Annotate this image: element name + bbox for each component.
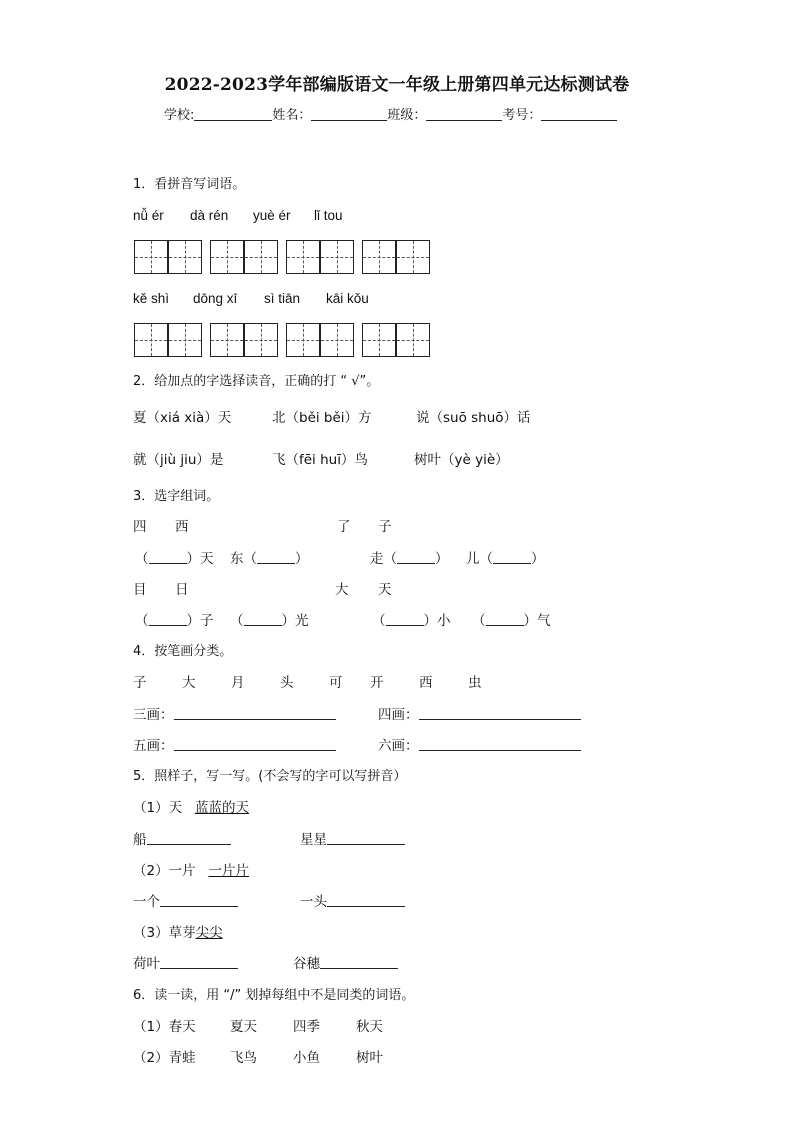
writing-cell[interactable] <box>168 323 202 357</box>
fill-row: 一个 <box>133 890 238 910</box>
word-blank[interactable] <box>149 550 187 564</box>
word-item[interactable]: 四季 <box>293 1019 320 1035</box>
fill-row: 一头 <box>300 890 405 910</box>
stroke-char: 可 <box>329 675 343 691</box>
question-2-heading: 2．给加点的字选择读音，正确的打 “ √”。 <box>133 374 380 389</box>
writing-cell[interactable] <box>210 240 244 274</box>
word-item[interactable]: 飞鸟 <box>230 1050 257 1066</box>
name-blank[interactable] <box>311 106 387 121</box>
question-3-heading: 3．选字组词。 <box>133 489 220 504</box>
pinyin-8: kāi kǒu <box>326 291 369 306</box>
word-blank-group: （ ）天 <box>135 551 214 567</box>
answer-blank[interactable] <box>174 706 336 720</box>
writing-cell[interactable] <box>210 323 244 357</box>
number-label: 考号： <box>502 108 542 123</box>
word-blank[interactable] <box>493 550 531 564</box>
example-2: （2）一片 一片片 <box>133 863 249 879</box>
writing-grid-row-1 <box>134 240 438 274</box>
class-label: 班级： <box>387 108 427 123</box>
stroke-char: 大 <box>182 675 196 691</box>
question-5-heading: 5．照样子，写一写。(不会写的字可以写拼音） <box>133 769 407 784</box>
char-option: 了 <box>337 519 351 535</box>
writing-cell[interactable] <box>320 323 354 357</box>
example-answer: 一片片 <box>208 863 249 879</box>
char-option: 天 <box>378 582 392 598</box>
fill-row: 荷叶 <box>133 952 238 972</box>
stroke-char: 子 <box>133 675 147 691</box>
word-blank-group: 走（ ） <box>370 551 449 567</box>
stroke-char: 头 <box>280 675 294 691</box>
word-blank-group: （ ）小 <box>372 613 451 629</box>
writing-grid-row-2 <box>134 323 438 357</box>
answer-blank[interactable] <box>320 955 398 969</box>
char-option: 目 <box>133 582 147 598</box>
answer-blank[interactable] <box>174 737 336 751</box>
question-6-heading: 6．读一读，用 “/” 划掉每组中不是同类的词语。 <box>133 988 415 1003</box>
word-item[interactable]: 树叶 <box>356 1050 383 1066</box>
example-3: （3）草芽尖尖 <box>133 925 223 941</box>
stroke-row: 六画： <box>378 734 581 754</box>
word-item[interactable]: 夏天 <box>230 1019 257 1035</box>
fill-row: 谷穗 <box>293 952 398 972</box>
stroke-char: 西 <box>419 675 433 691</box>
answer-blank[interactable] <box>419 706 581 720</box>
word-item[interactable]: 小鱼 <box>293 1050 320 1066</box>
pinyin-1: nǚ ér <box>133 208 164 223</box>
answer-blank[interactable] <box>147 831 231 845</box>
word-blank[interactable] <box>486 612 524 626</box>
word-blank-group: （ ）气 <box>472 613 551 629</box>
word-group-label: （1）春天 <box>133 1019 196 1035</box>
writing-cell[interactable] <box>244 240 278 274</box>
writing-cell[interactable] <box>362 323 396 357</box>
word-item[interactable]: 秋天 <box>356 1019 383 1035</box>
example-1: （1）天 蓝蓝的天 <box>133 800 249 816</box>
char-option: 四 <box>133 519 147 535</box>
answer-blank[interactable] <box>327 893 405 907</box>
fill-row: 船 <box>133 828 231 848</box>
answer-blank[interactable] <box>160 955 238 969</box>
answer-blank[interactable] <box>160 893 238 907</box>
reading-choice[interactable]: 夏（xiá xià）天 <box>133 410 232 426</box>
stroke-char: 开 <box>370 675 384 691</box>
word-blank-group: （ ）光 <box>230 613 309 629</box>
word-blank[interactable] <box>244 612 282 626</box>
pinyin-4: lǐ tou <box>314 208 343 223</box>
writing-cell[interactable] <box>286 323 320 357</box>
pinyin-7: sì tiān <box>264 291 301 306</box>
reading-choice[interactable]: 飞（fēi huī）鸟 <box>272 452 368 468</box>
char-option: 日 <box>175 582 189 598</box>
example-answer: 蓝蓝的天 <box>194 800 249 816</box>
stroke-row: 四画： <box>378 703 581 723</box>
answer-blank[interactable] <box>327 831 405 845</box>
stroke-char: 虫 <box>468 675 482 691</box>
number-blank[interactable] <box>541 106 617 121</box>
writing-cell[interactable] <box>244 323 278 357</box>
word-blank[interactable] <box>397 550 435 564</box>
writing-cell[interactable] <box>396 323 430 357</box>
name-label: 姓名： <box>272 108 312 123</box>
word-blank-group: （ ）子 <box>135 613 214 629</box>
word-blank[interactable] <box>257 550 295 564</box>
fill-row: 星星 <box>300 828 405 848</box>
writing-cell[interactable] <box>286 240 320 274</box>
stroke-row: 五画： <box>133 734 336 754</box>
class-blank[interactable] <box>426 106 502 121</box>
example-answer: 尖尖 <box>195 925 223 941</box>
writing-cell[interactable] <box>134 323 168 357</box>
char-option: 西 <box>175 519 189 535</box>
stroke-char: 月 <box>231 675 245 691</box>
writing-cell[interactable] <box>168 240 202 274</box>
student-info <box>164 104 617 123</box>
stroke-row: 三画： <box>133 703 336 723</box>
school-blank[interactable] <box>194 106 272 121</box>
char-option: 子 <box>378 519 392 535</box>
reading-choice[interactable]: 就（jiù jiu）是 <box>133 452 224 468</box>
question-1-heading: 1．看拼音写词语。 <box>133 177 246 192</box>
school-label: 学校: <box>164 108 195 123</box>
word-blank-group: 儿（ ） <box>466 551 545 567</box>
page-title: 2022-2023学年部编版语文一年级上册第四单元达标测试卷 <box>164 75 630 95</box>
question-4-heading: 4．按笔画分类。 <box>133 644 233 659</box>
pinyin-3: yuè ér <box>253 208 291 223</box>
reading-choice[interactable]: 说（suō shuō）话 <box>416 410 531 426</box>
pinyin-2: dà rén <box>190 208 229 223</box>
pinyin-6: dōng xī <box>193 291 238 306</box>
writing-cell[interactable] <box>396 240 430 274</box>
reading-choice[interactable]: 树叶（yè yiè） <box>414 452 509 468</box>
writing-cell[interactable] <box>362 240 396 274</box>
word-blank[interactable] <box>386 612 424 626</box>
word-blank[interactable] <box>149 612 187 626</box>
char-option: 大 <box>335 582 349 598</box>
word-group-label: （2）青蛙 <box>133 1050 196 1066</box>
answer-blank[interactable] <box>419 737 581 751</box>
writing-cell[interactable] <box>134 240 168 274</box>
reading-choice[interactable]: 北（běi běi）方 <box>272 410 372 426</box>
word-blank-group: 东（ ） <box>230 551 309 567</box>
pinyin-5: kě shì <box>133 291 170 306</box>
writing-cell[interactable] <box>320 240 354 274</box>
